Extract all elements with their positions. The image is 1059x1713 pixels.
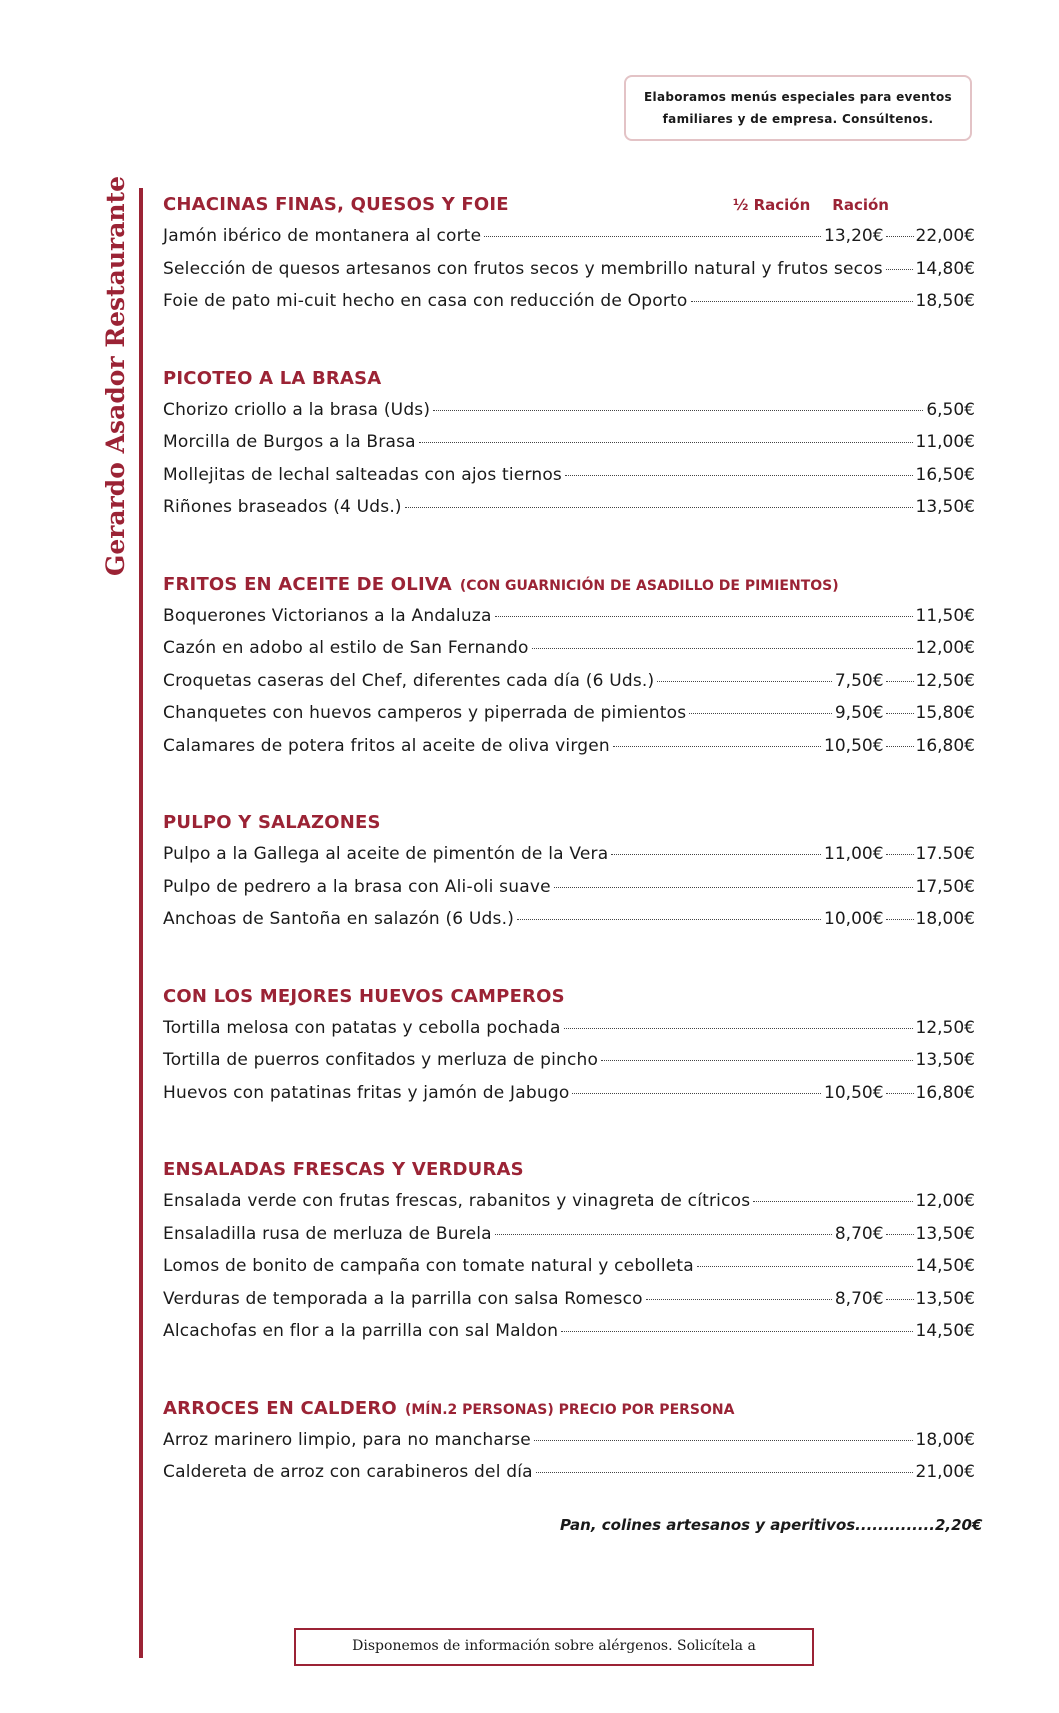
section-title: CHACINAS FINAS, QUESOS Y FOIE bbox=[163, 194, 509, 215]
menu-item bbox=[163, 1083, 975, 1116]
menu-section bbox=[163, 986, 975, 1116]
menu-item bbox=[163, 400, 975, 433]
menu-item bbox=[163, 1050, 975, 1083]
allergen-notice-text: Disponemos de información sobre alérgenos. Solicítela a bbox=[352, 1638, 756, 1654]
menu-item bbox=[163, 1256, 975, 1289]
full-portion-header: Ración bbox=[832, 196, 889, 214]
item-name: Morcilla de Burgos a la Brasa bbox=[163, 432, 416, 452]
events-notice-text: Elaboramos menús especiales para eventos familiares y de empresa. Consúltenos. bbox=[644, 90, 952, 126]
dot-leader bbox=[532, 648, 913, 649]
item-name: Huevos con patatinas fritas y jamón de Jabugo bbox=[163, 1082, 570, 1103]
full-price: 6,50€ bbox=[926, 399, 975, 420]
half-price: 10,00€ bbox=[824, 909, 884, 929]
item-name: Calamares de potera fritos al aceite de oliva virgen bbox=[163, 735, 610, 756]
dot-leader bbox=[534, 1440, 913, 1441]
item-name: Anchoas de Santoña en salazón (6 Uds.) bbox=[163, 909, 515, 929]
item-name: Tortilla melosa con patatas y cebolla pochada bbox=[163, 1017, 561, 1038]
item-name: Boquerones Victorianos a la Andaluza bbox=[163, 605, 492, 626]
dot-leader bbox=[646, 1299, 832, 1300]
menu-item bbox=[163, 877, 975, 910]
dot-leader bbox=[433, 410, 923, 411]
allergen-notice-box bbox=[294, 1628, 814, 1666]
item-name: Tortilla de puerros confitados y merluza de pincho bbox=[163, 1050, 599, 1070]
menu-section bbox=[163, 1159, 975, 1354]
half-portion-header: ½ Ración bbox=[732, 196, 811, 214]
full-price: 12,50€ bbox=[915, 670, 975, 691]
full-price: 18,50€ bbox=[915, 291, 975, 311]
dot-leader bbox=[886, 746, 914, 747]
section-note: (CON GUARNICIÓN DE ASADILLO DE PIMIENTOS) bbox=[459, 577, 839, 594]
full-price: 14,50€ bbox=[915, 1256, 975, 1276]
menu-item bbox=[163, 1289, 975, 1322]
item-name: Jamón ibérico de montanera al corte bbox=[163, 226, 482, 246]
dot-leader bbox=[886, 269, 913, 270]
full-price: 11,00€ bbox=[915, 432, 975, 452]
section-title: ARROCES EN CALDERO bbox=[163, 1397, 397, 1419]
menu-item bbox=[163, 1018, 975, 1051]
half-price: 9,50€ bbox=[834, 703, 884, 723]
half-price: 8,70€ bbox=[834, 1288, 884, 1309]
menu-section bbox=[163, 1398, 975, 1495]
item-name: Pulpo a la Gallega al aceite de pimentón de la Vera bbox=[163, 844, 609, 864]
full-price: 12,00€ bbox=[915, 1191, 975, 1211]
side-divider bbox=[139, 188, 143, 1658]
section-header bbox=[163, 368, 975, 400]
menu-item bbox=[163, 291, 975, 324]
full-price: 12,00€ bbox=[915, 638, 975, 658]
full-price: 21,00€ bbox=[915, 1462, 975, 1482]
full-price: 13,50€ bbox=[915, 497, 975, 517]
full-price: 16,50€ bbox=[915, 464, 975, 485]
dot-leader bbox=[517, 919, 821, 920]
dot-leader bbox=[405, 507, 913, 508]
menu-section bbox=[163, 812, 975, 942]
menu-item bbox=[163, 736, 975, 769]
item-name: Mollejitas de lechal salteadas con ajos tiernos bbox=[163, 464, 562, 485]
menu-section bbox=[163, 574, 975, 769]
restaurant-name: Gerardo Asador Restaurante bbox=[101, 175, 130, 576]
menu-item bbox=[163, 1321, 975, 1354]
menu-item bbox=[163, 909, 975, 942]
section-title: CON LOS MEJORES HUEVOS CAMPEROS bbox=[163, 985, 565, 1007]
dot-leader bbox=[886, 1234, 914, 1235]
dot-leader bbox=[886, 236, 914, 237]
dot-leader bbox=[536, 1472, 913, 1473]
full-price: 15,80€ bbox=[915, 703, 975, 723]
menu-item bbox=[163, 1191, 975, 1224]
dot-leader bbox=[697, 1266, 913, 1267]
full-price: 17.50€ bbox=[915, 844, 975, 864]
menu-item bbox=[163, 259, 975, 292]
dot-leader bbox=[886, 1093, 914, 1094]
bread-line: Pan, colines artesanos y aperitivos..............2,20€ bbox=[560, 1516, 983, 1534]
menu-item bbox=[163, 497, 975, 530]
dot-leader bbox=[886, 919, 914, 920]
menu-section bbox=[163, 368, 975, 530]
item-name: Chorizo criollo a la brasa (Uds) bbox=[163, 399, 431, 420]
half-price: 13,20€ bbox=[824, 226, 884, 246]
full-price: 16,80€ bbox=[915, 1082, 975, 1103]
full-price: 11,50€ bbox=[915, 605, 975, 626]
full-price: 22,00€ bbox=[915, 226, 975, 246]
item-name: Verduras de temporada a la parrilla con salsa Romesco bbox=[163, 1288, 643, 1309]
full-price: 14,50€ bbox=[915, 1321, 975, 1341]
dot-leader bbox=[886, 681, 914, 682]
menu-item bbox=[163, 432, 975, 465]
dot-leader bbox=[613, 746, 821, 747]
dot-leader bbox=[495, 616, 913, 617]
dot-leader bbox=[564, 1028, 913, 1029]
menu-item bbox=[163, 606, 975, 639]
dot-leader bbox=[753, 1201, 912, 1202]
section-title: PULPO Y SALAZONES bbox=[163, 812, 381, 833]
menu-item bbox=[163, 226, 975, 259]
section-header bbox=[163, 1398, 975, 1430]
section-header bbox=[163, 574, 975, 606]
dot-leader bbox=[886, 854, 914, 855]
item-name: Riñones braseados (4 Uds.) bbox=[163, 497, 402, 517]
half-price: 10,50€ bbox=[824, 735, 884, 756]
item-name: Alcachofas en flor a la parrilla con sal Maldon bbox=[163, 1321, 559, 1341]
section-header bbox=[163, 812, 975, 844]
item-name: Croquetas caseras del Chef, diferentes cada día (6 Uds.) bbox=[163, 670, 655, 691]
full-price: 17,50€ bbox=[915, 876, 975, 897]
half-price: 8,70€ bbox=[834, 1223, 884, 1244]
item-name: Lomos de bonito de campaña con tomate natural y cebolleta bbox=[163, 1256, 694, 1276]
dot-leader bbox=[554, 887, 913, 888]
section-header bbox=[163, 986, 975, 1018]
item-name: Ensaladilla rusa de merluza de Burela bbox=[163, 1223, 492, 1244]
side-title-wrap bbox=[96, 175, 136, 576]
section-header bbox=[163, 1159, 975, 1191]
section-title: ENSALADAS FRESCAS Y VERDURAS bbox=[163, 1159, 524, 1180]
item-name: Ensalada verde con frutas frescas, rabanitos y vinagreta de cítricos bbox=[163, 1191, 751, 1211]
dot-leader bbox=[886, 1299, 914, 1300]
dot-leader bbox=[572, 1093, 821, 1094]
menu-item bbox=[163, 1462, 975, 1495]
dot-leader bbox=[689, 713, 832, 714]
full-price: 14,80€ bbox=[915, 258, 975, 279]
item-name: Caldereta de arroz con carabineros del día bbox=[163, 1462, 533, 1482]
dot-leader bbox=[565, 475, 913, 476]
price-column-headers bbox=[733, 196, 889, 214]
half-price: 7,50€ bbox=[834, 670, 884, 691]
events-notice-box bbox=[624, 75, 972, 141]
item-name: Cazón en adobo al estilo de San Fernando bbox=[163, 638, 529, 658]
full-price: 18,00€ bbox=[915, 1429, 975, 1450]
dot-leader bbox=[601, 1060, 912, 1061]
section-title: PICOTEO A LA BRASA bbox=[163, 367, 382, 389]
dot-leader bbox=[484, 236, 821, 237]
item-name: Pulpo de pedrero a la brasa con Ali-oli suave bbox=[163, 876, 551, 897]
section-header bbox=[163, 194, 975, 226]
menu-item bbox=[163, 1224, 975, 1257]
full-price: 13,50€ bbox=[915, 1288, 975, 1309]
item-name: Selección de quesos artesanos con frutos secos y membrillo natural y frutos secos bbox=[163, 258, 883, 279]
menu-item bbox=[163, 844, 975, 877]
full-price: 16,80€ bbox=[915, 735, 975, 756]
dot-leader bbox=[495, 1234, 832, 1235]
item-name: Chanquetes con huevos camperos y piperrada de pimientos bbox=[163, 703, 687, 723]
menu-item bbox=[163, 703, 975, 736]
menu-list bbox=[163, 194, 983, 1539]
item-name: Foie de pato mi-cuit hecho en casa con reducción de Oporto bbox=[163, 291, 688, 311]
dot-leader bbox=[886, 713, 914, 714]
dot-leader bbox=[611, 854, 821, 855]
full-price: 18,00€ bbox=[915, 909, 975, 929]
dot-leader bbox=[419, 442, 913, 443]
dot-leader bbox=[561, 1331, 912, 1332]
dot-leader bbox=[657, 681, 831, 682]
full-price: 13,50€ bbox=[915, 1223, 975, 1244]
menu-item bbox=[163, 465, 975, 498]
half-price: 11,00€ bbox=[824, 844, 884, 864]
item-name: Arroz marinero limpio, para no mancharse bbox=[163, 1429, 531, 1450]
menu-item bbox=[163, 1430, 975, 1463]
menu-item bbox=[163, 638, 975, 671]
half-price: 10,50€ bbox=[824, 1082, 884, 1103]
dot-leader bbox=[691, 301, 913, 302]
section-note: (MÍN.2 PERSONAS) PRECIO POR PERSONA bbox=[404, 1401, 735, 1418]
section-title: FRITOS EN ACEITE DE OLIVA bbox=[163, 573, 452, 595]
full-price: 13,50€ bbox=[915, 1050, 975, 1070]
menu-item bbox=[163, 671, 975, 704]
full-price: 12,50€ bbox=[915, 1017, 975, 1038]
menu-section bbox=[163, 194, 975, 324]
